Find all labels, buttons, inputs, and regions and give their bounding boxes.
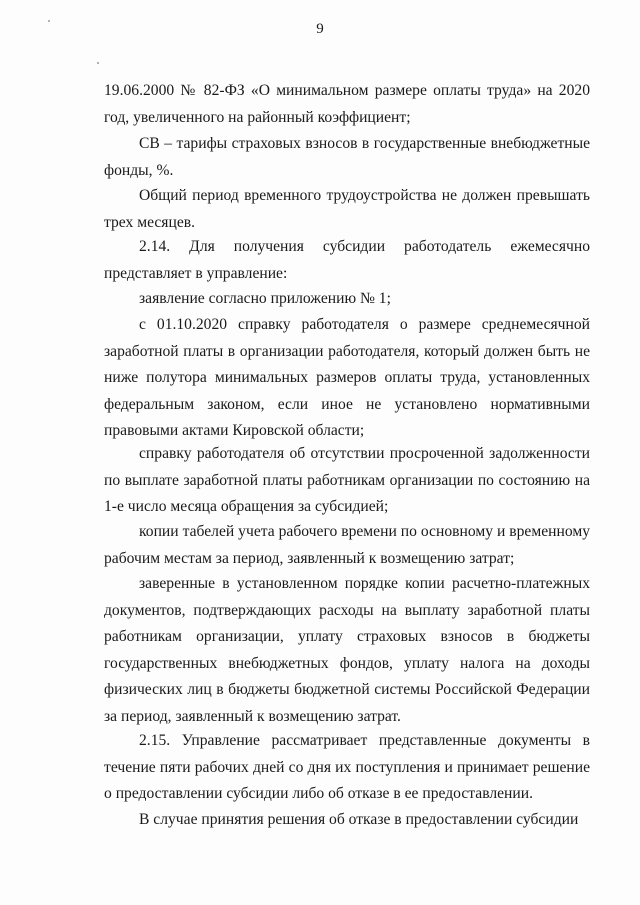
list-item-debt-certificate: справку работодателя об отсутствии просроченной задолженности по выплате заработной платы работникам организации по состоянию на 1-е число месяца обращения за субсидией; (104, 445, 590, 516)
paragraph-formula-continuation: 19.06.2000 № 82-ФЗ «О минимальном размере оплаты труда» на 2020 год, увеличенного на районный коэффициент; (104, 82, 590, 126)
paragraph-2-14: 2.14. Для получения субсидии работодатель ежемесячно представляет в управление: (104, 238, 590, 282)
list-item-timesheets: копии табелей учета рабочего времени по основному и временному рабочим местам за период, заявленный к возмещению затрат; (104, 523, 590, 567)
paragraph-sv-definition: СВ – тарифы страховых взносов в государственные внебюджетные фонды, %. (104, 135, 590, 179)
scan-speck (97, 62, 99, 64)
page-number: 9 (316, 21, 324, 37)
paragraph-employment-period: Общий период временного трудоустройства не должен превышать трех месяцев. (104, 187, 590, 231)
paragraph-refusal: В случае принятия решения об отказе в предоставлении субсидии (139, 811, 579, 828)
list-item-salary-certificate: с 01.10.2020 справку работодателя о размере среднемесячной заработной платы в организации работодателя, который должен быть не ниже полутора минимальных размеров оплаты труда, установленных федеральным законом, если иное не установлено нормативными правовыми актами Кировской области; (104, 316, 590, 440)
list-item-payment-documents: заверенные в установленном порядке копии расчетно-платежных документов, подтверждающих расходы на выплату заработной платы работникам организации, уплату страховых взносов в бюджеты государственных внебюджетных фондов, уплату налога на доходы физических лиц в бюджеты бюджетной системы Российской Федерации за период, заявленный к возмещению затрат. (104, 575, 590, 725)
list-item-application: заявление согласно приложению № 1; (139, 290, 391, 307)
scan-speck (48, 20, 50, 22)
paragraph-2-15: 2.15. Управление рассматривает представленные документы в течение пяти рабочих дней со дня их поступления и принимает решение о предоставлении субсидии либо об отказе в ее предоставлении. (104, 732, 590, 803)
